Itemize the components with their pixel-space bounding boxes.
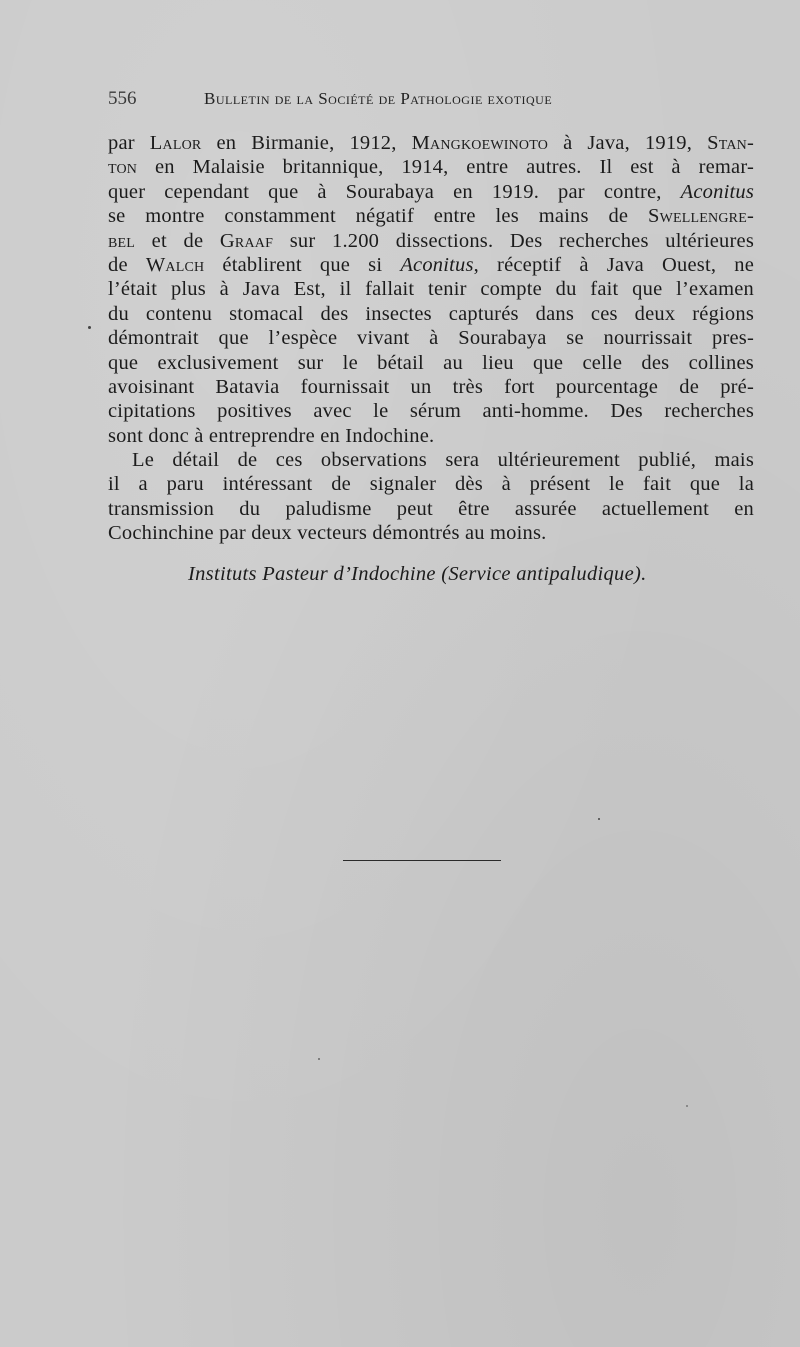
author-name: Walch — [145, 253, 205, 276]
page-header — [108, 88, 758, 116]
text-line: que exclusivement sur le bétail au lieu que celle des collines — [108, 351, 754, 374]
section-rule — [343, 860, 501, 861]
author-name: Graaf — [219, 229, 274, 252]
author-name: ton — [108, 156, 138, 179]
text-line: cipitations positives avec le sérum anti-homme. Des recherches — [108, 400, 754, 423]
scan-speck — [598, 818, 600, 820]
page-number: 556 — [108, 88, 137, 109]
species-name: Aconitus — [400, 253, 474, 276]
text-line: Cochinchine par deux vecteurs démontrés au moins. — [108, 522, 547, 545]
author-name: Lalor — [149, 132, 202, 154]
text-line: par Lalor en Birmanie, 1912, Mangkoewinoto à Java, 1919, Stan- — [108, 132, 754, 154]
text-line: démontrait que l’espèce vivant à Sourabaya se nourrissait pres- — [108, 327, 754, 350]
scan-speck — [88, 326, 91, 329]
text-line: bel et de Graaf sur 1.200 dissections. Des recherches ultérieures — [108, 229, 755, 252]
text-line: Le détail de ces observations sera ultérieurement publié, mais — [132, 449, 754, 472]
body-paragraphs — [108, 131, 754, 546]
text-line: de Walch établirent que si Aconitus, réceptif à Java Ouest, ne — [108, 253, 754, 276]
text-line: sont donc à entreprendre en Indochine. — [108, 424, 435, 447]
running-head: Bulletin de la Société de Pathologie exotique — [204, 89, 553, 108]
text-line: transmission du paludisme peut être assurée actuellement en — [108, 497, 754, 520]
author-name: bel — [108, 229, 136, 252]
scan-speck — [318, 1058, 320, 1060]
scan-speck — [686, 1105, 688, 1107]
text-line: l’était plus à Java Est, il fallait tenir compte du fait que l’examen — [108, 278, 754, 301]
text-line: se montre constamment négatif entre les mains de Swellengre- — [108, 205, 754, 228]
author-name: Mangkoewinoto — [411, 132, 549, 154]
author-name: Swellengre- — [648, 205, 754, 228]
text-line: ton en Malaisie britannique, 1914, entre autres. Il est à remar- — [108, 156, 754, 179]
text-line: avoisinant Batavia fournissait un très fort pourcentage de pré- — [108, 375, 754, 398]
author-name: Stan- — [707, 132, 754, 154]
text-line: il a paru intéressant de signaler dès à présent le fait que la — [108, 473, 754, 496]
text-line: quer cependant que à Sourabaya en 1919. par contre, Aconitus — [108, 180, 754, 203]
text-line: du contenu stomacal des insectes capturés dans ces deux régions — [108, 302, 754, 325]
institution-signature: Instituts Pasteur d’Indochine (Service antipaludique). — [188, 563, 647, 585]
species-name: Aconitus — [680, 180, 754, 203]
